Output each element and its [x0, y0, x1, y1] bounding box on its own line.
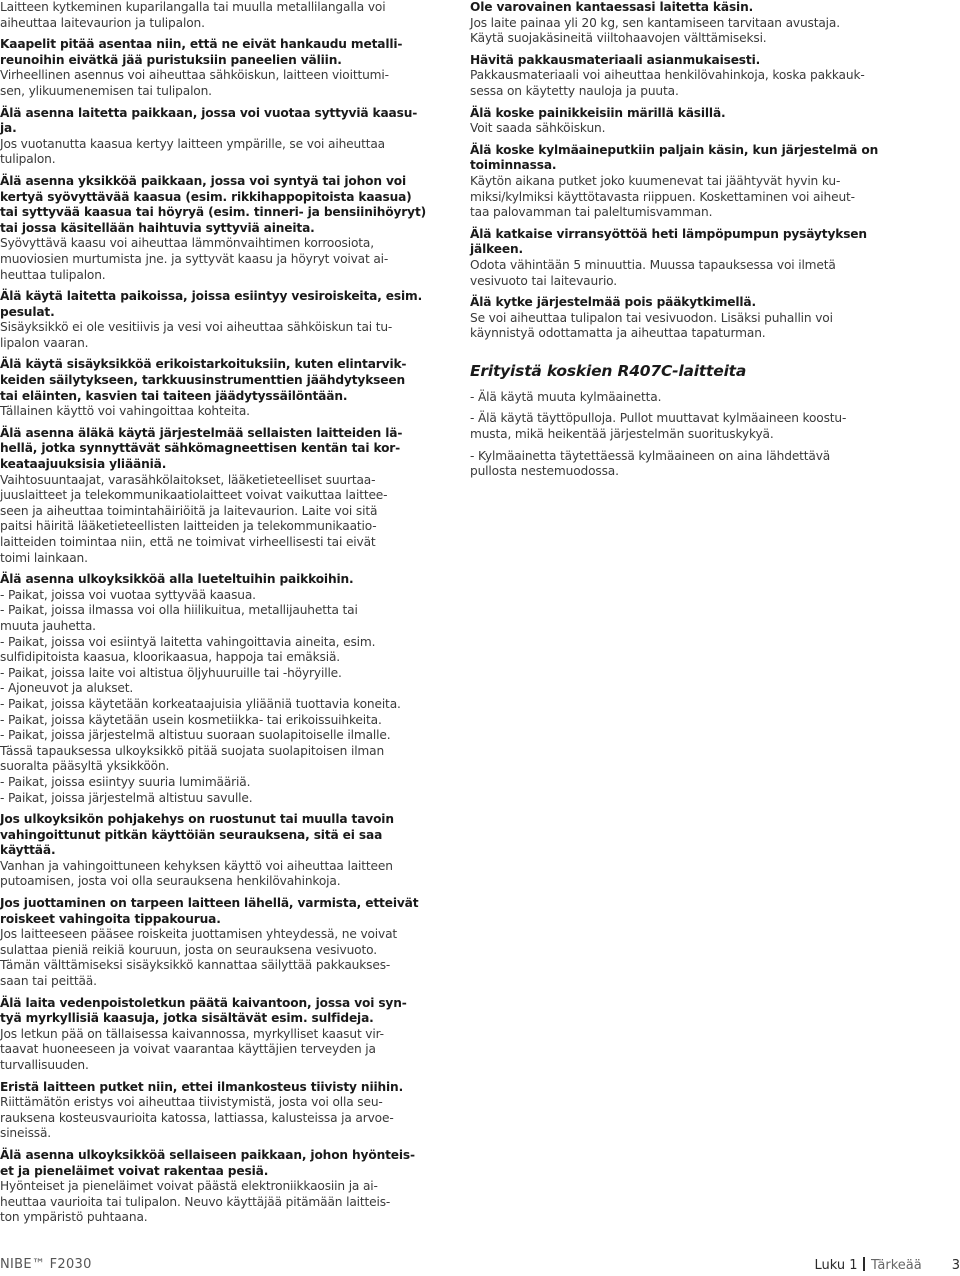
left-bold-line: et ja pieneläimet voivat rakentaa pesiä. [0, 1163, 269, 1178]
left-bold-line: Älä laita vedenpoistoletkun päätä kaivantoon, jossa voi syn- [0, 995, 407, 1010]
left-text-line: paitsi häiritä lääketieteellisten laitteiden ja telekommunikaatio- [0, 519, 377, 534]
left-bold-line: tai syttyvää kaasua tai höyryä (esim. tinneri- ja bensiinihöyryt) [0, 205, 427, 220]
right-text-line: Pakkausmateriaali voi aiheuttaa henkilövahinkoja, koska pakkauk- [470, 68, 865, 83]
left-bold-line: tai jossa käsitellään haihtuvia syttyviä aineita. [0, 220, 315, 235]
right-column [470, 0, 920, 480]
left-text-line: sulfidipitoista kaasua, kloorikaasua, happoja tai emäksiä. [0, 650, 341, 665]
left-text-line: Hyönteiset ja pieneläimet voivat päästä elektroniikkaosiin ja ai- [0, 1179, 378, 1194]
right-text-line: sessa on käytetty nauloja ja puuta. [470, 83, 679, 98]
right-bold-line: Älä kytke järjestelmää pois pääkytkimellä. [470, 295, 756, 310]
left-text-line: ton ympäristö puhtaana. [0, 1210, 148, 1225]
right-bold-line: Ole varovainen kantaessasi laitetta käsin. [470, 0, 754, 14]
right-bold-line: toiminnassa. [470, 158, 557, 173]
left-bold-line: keataajuuksisia yliääniä. [0, 457, 167, 472]
footer-brand: NIBE™ F2030 [0, 1257, 92, 1272]
left-text-line: sineissä. [0, 1126, 52, 1141]
left-text-line: Virheellinen asennus voi aiheuttaa sähköiskun, laitteen vioittumi- [0, 68, 389, 83]
left-text-line: aiheuttaa laitevaurion ja tulipalon. [0, 15, 205, 30]
footer-section: Tärkeää [870, 1258, 922, 1273]
left-text-line: Vanhan ja vahingoittuneen kehyksen käyttö voi aiheuttaa laitteen [0, 858, 393, 873]
right-text-line: Jos laite painaa yli 20 kg, sen kantamiseen tarvitaan avustaja. [470, 15, 840, 30]
left-text-line: muuta jauhetta. [0, 618, 96, 633]
right-text-line: Odota vähintään 5 minuuttia. Muussa tapauksessa voi ilmetä [470, 257, 836, 272]
left-bold-line: Eristä laitteen putket niin, ettei ilmankosteus tiivisty niihin. [0, 1079, 404, 1094]
left-text-line: Vaihtosuuntaajat, varasähkölaitokset, lääketieteelliset suurtaa- [0, 472, 376, 487]
left-text-line: sen, ylikuumenemisen tai tulipalon. [0, 83, 212, 98]
left-text-line: Sisäyksikkö ei ole vesitiivis ja vesi voi aiheuttaa sähköiskun tai tu- [0, 320, 393, 335]
left-text-line: - Paikat, joissa laite voi altistua öljyhuuruille tai -höyryille. [0, 665, 342, 680]
right-text-line: Voit saada sähköiskun. [470, 121, 606, 136]
left-bold-line: keiden säilytykseen, tarkkuusinstrumenttien jäähdytykseen [0, 373, 406, 388]
left-text-line: - Paikat, joissa esiintyy suuria lumimääriä. [0, 774, 251, 789]
left-text-line: - Paikat, joissa järjestelmä altistuu suoraan suolapitoiselle ilmalle. [0, 728, 391, 743]
right-text-line: - Älä käytä täyttöpulloja. Pullot muuttavat kylmäaineen koostu- [470, 411, 847, 426]
right-text-line: - Kylmäainetta täytettäessä kylmäaineen on aina lähdettävä [470, 448, 831, 463]
left-bold-line: Jos ulkoyksikön pohjakehys on ruostunut tai muulla tavoin [0, 812, 394, 827]
left-bold-line: Älä asenna ulkoyksikköä sellaiseen paikkaan, johon hyönteis- [0, 1147, 415, 1162]
left-text-line: suoralta pääsyltä yksikköön. [0, 759, 170, 774]
left-bold-line: tyä myrkyllisiä kaasuja, jotka sisältävät esim. sulfideja. [0, 1011, 374, 1026]
left-bold-line: Älä asenna ulkoyksikköä alla lueteltuihin paikkoihin. [0, 572, 354, 587]
left-bold-line: Kaapelit pitää asentaa niin, että ne eivät hankaudu metalli- [0, 37, 403, 52]
left-text-line: heuttaa tulipalon. [0, 267, 106, 282]
left-text-line: - Paikat, joissa käytetään usein kosmetiikka- tai erikoissuihkeita. [0, 712, 382, 727]
left-bold-line: Älä käytä laitetta paikoissa, joissa esiintyy vesiroiskeita, esim. [0, 289, 423, 304]
left-bold-line: Älä käytä sisäyksikköä erikoistarkoituksiin, kuten elintarvik- [0, 357, 407, 372]
right-text-line: musta, mikä heikentää järjestelmän suorituskykyä. [470, 427, 774, 442]
left-text-line: saan tai peittää. [0, 974, 97, 989]
left-bold-line: vahingoittunut pitkän käyttöiän seurauksena, sitä ei saa [0, 827, 383, 842]
right-text-line: Se voi aiheuttaa tulipalon tai vesivuodon. Lisäksi puhallin voi [470, 310, 833, 325]
left-text-line: Jos vuotanutta kaasua kertyy laitteen ympärille, se voi aiheuttaa [0, 136, 385, 151]
right-text-line: käynnistyä odottamatta ja aiheuttaa tapaturman. [470, 326, 766, 341]
left-bold-line: Jos juottaminen on tarpeen laitteen lähellä, varmista, etteivät [0, 896, 419, 911]
left-bold-line: reunoihin eivätkä jää puristuksiin paneelien väliin. [0, 52, 342, 67]
right-text-line: Käytä suojakäsineitä viiltohaavojen välttämiseksi. [470, 31, 767, 46]
left-text-line: seen ja aiheuttaa toimintahäiriöitä ja laitevaurion. Laite voi sitä [0, 503, 378, 518]
right-text-line: taa palovamman tai paleltumisvamman. [470, 205, 713, 220]
right-bold-line: Älä koske painikkeisiin märillä käsillä. [470, 105, 726, 120]
right-section-heading: Erityistä koskien R407C-laitteita [470, 361, 747, 380]
left-text-line: - Paikat, joissa käytetään korkeataajuisia yliääniä tuottavia koneita. [0, 696, 401, 711]
right-bold-line: Älä koske kylmäaineputkiin paljain käsin, kun järjestelmä on [470, 142, 879, 157]
left-text-line: - Paikat, joissa voi vuotaa syttyvää kaasua. [0, 587, 256, 602]
left-text-line: taavat huoneeseen ja voivat vaarantaa käyttäjien terveyden ja [0, 1042, 376, 1057]
left-column [0, 0, 427, 1226]
left-text-line: laitteiden toimintaa niin, että ne toimivat virheellisesti tai eivät [0, 535, 376, 549]
left-bold-line: Älä asenna yksikköä paikkaan, jossa voi syntyä tai johon voi [0, 173, 407, 188]
right-bold-line: Älä katkaise virransyöttöä heti lämpöpumpun pysäytyksen [470, 226, 867, 241]
left-text-line: sulattaa pieniä reikiä kouruun, josta on seurauksena vesivuoto. [0, 942, 377, 957]
left-text-line: Jos laitteeseen pääsee roiskeita juottamisen yhteydessä, ne voivat [0, 927, 398, 942]
page-number: 3 [951, 1258, 960, 1273]
left-text-line: muoviosien murtumista jne. ja syttyvät kaasu ja höyryt voivat ai- [0, 251, 389, 266]
left-text-line: Riittämätön eristys voi aiheuttaa tiivistymistä, josta voi olla seu- [0, 1095, 383, 1110]
left-text-line: rauksena kosteusvaurioita katossa, lattiassa, kalusteissa ja arvoe- [0, 1110, 394, 1125]
footer-separator [863, 1257, 865, 1271]
left-bold-line: roiskeet vahingoita tippakourua. [0, 911, 221, 926]
right-bold-line: Hävitä pakkausmateriaali asianmukaisesti. [470, 52, 761, 67]
left-bold-line: Älä asenna äläkä käytä järjestelmää sellaisten laitteiden lä- [0, 425, 403, 440]
left-bold-line: tai eläinten, kasvien tai taiteen jäädytyssäilöntään. [0, 388, 348, 403]
right-text-line: pullosta nestemuodossa. [470, 464, 619, 479]
left-bold-line: ja. [0, 121, 17, 136]
left-bold-line: pesulat. [0, 304, 55, 319]
page-footer [0, 1257, 960, 1275]
left-text-line: lipalon vaaran. [0, 335, 89, 350]
left-bold-line: hellä, jotka synnyttävät sähkömagneettisen kentän tai kor- [0, 441, 401, 456]
right-text-line: miksi/kylmiksi käyttötavasta riippuen. Koskettaminen voi aiheut- [470, 189, 855, 204]
left-text-line: - Paikat, joissa järjestelmä altistuu savulle. [0, 790, 253, 805]
left-bold-line: Älä asenna laitetta paikkaan, jossa voi vuotaa syttyviä kaasu- [0, 105, 418, 120]
left-text-line: Tällainen käyttö voi vahingoittaa kohteita. [0, 404, 250, 419]
left-bold-line: käyttää. [0, 843, 56, 858]
left-text-line: Tämän välttämiseksi sisäyksikkö kannattaa säilyttää pakkaukses- [0, 958, 391, 973]
left-text-line: Tässä tapauksessa ulkoyksikkö pitää suojata suolapitoisen ilman [0, 743, 385, 758]
left-text-line: putoamisen, josta voi olla seurauksena henkilövahinkoja. [0, 874, 341, 889]
footer-chapter-info [814, 1257, 960, 1273]
right-text-line: Käytön aikana putket joko kuumenevat tai jäähtyvät hyvin ku- [470, 173, 841, 188]
footer-chapter: Luku 1 [814, 1258, 858, 1273]
left-text-line: Jos letkun pää on tällaisessa kaivannossa, myrkylliset kaasut vir- [0, 1026, 384, 1041]
left-text-line: tulipalon. [0, 152, 56, 167]
left-text-line: Syövyttävä kaasu voi aiheuttaa lämmönvaihtimen korroosiota, [0, 236, 374, 251]
left-text-line: - Paikat, joissa ilmassa voi olla hiilikuitua, metallijauhetta tai [0, 603, 358, 618]
right-text-line: - Älä käytä muuta kylmäainetta. [470, 389, 662, 404]
left-text-line: juuslaitteet ja telekommunikaatiolaitteet voivat vaikuttaa laittee- [0, 488, 388, 503]
left-text-line: heuttaa vaurioita tai tulipalon. Neuvo käyttäjää pitämään laitteis- [0, 1194, 391, 1209]
right-bold-line: jälkeen. [470, 242, 523, 257]
left-text-line: turvallisuuden. [0, 1058, 89, 1072]
left-text-line: - Ajoneuvot ja alukset. [0, 681, 134, 696]
right-text-line: vesivuoto tai laitevaurio. [470, 273, 617, 288]
left-bold-line: kertyä syövyttävää kaasua (esim. rikkihappopitoista kaasua) [0, 189, 412, 204]
left-text-line: - Paikat, joissa voi esiintyä laitetta vahingoittavia aineita, esim. [0, 634, 376, 649]
left-text-line: Laitteen kytkeminen kuparilangalla tai muulla metallilangalla voi [0, 0, 386, 14]
left-text-line: toimi lainkaan. [0, 550, 88, 565]
